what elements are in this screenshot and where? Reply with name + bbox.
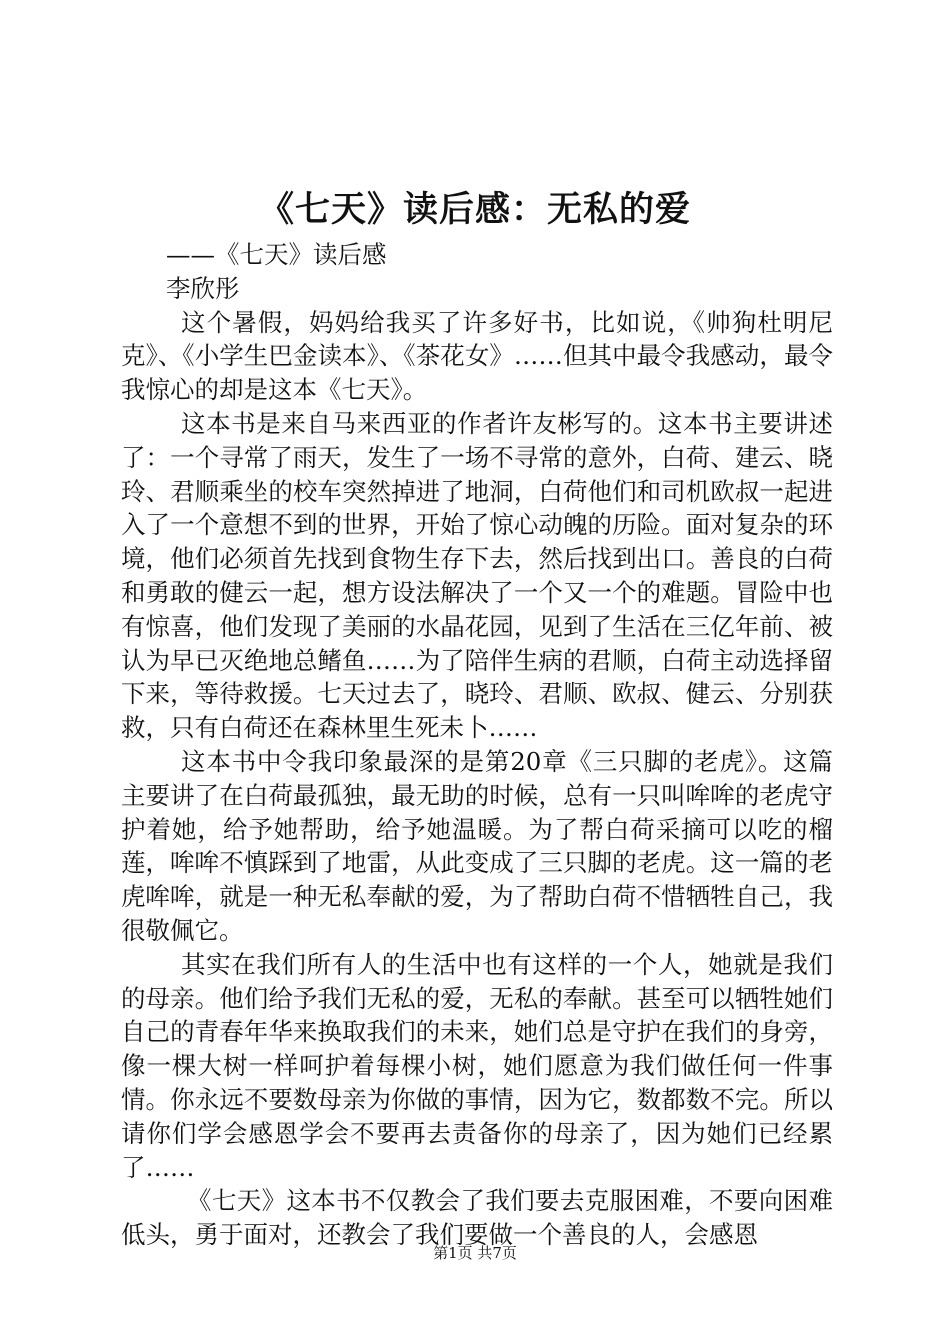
paragraph-1: 这个暑假，妈妈给我买了许多好书，比如说，《帅狗杜明尼克》、《小学生巴金读本》、《茶花女》……但其中最令我感动，最令我惊心的却是这本《七天》。 bbox=[121, 307, 833, 405]
document-body bbox=[121, 238, 833, 1252]
paragraph-2: 这本书是来自马来西亚的作者许友彬写的。这本书主要讲述了：一个寻常了雨天，发生了一场不寻常的意外，白荷、建云、晓玲、君顺乘坐的校车突然掉进了地洞，白荷他们和司机欧叔一起进入了一个意想不到的世界，开始了惊心动魄的历险。面对复杂的环境，他们必须首先找到食物生存下去，然后找到出口。善良的白荷和勇敢的健云一起，想方设法解决了一个又一个的难题。冒险中也有惊喜，他们发现了美丽的水晶花园，见到了生活在三亿年前、被认为早已灭绝地总鳍鱼……为了陪伴生病的君顺，白荷主动选择留下来，等待救援。七天过去了，晓玲、君顺、欧叔、健云、分别获救，只有白荷还在森林里生死未卜…… bbox=[121, 408, 833, 743]
document-subtitle: ——《七天》读后感 bbox=[166, 240, 387, 269]
paragraph-4: 其实在我们所有人的生活中也有这样的一个人，她就是我们的母亲。他们给予我们无私的爱，无私的奉献。甚至可以牺牲她们自己的青春年华来换取我们的未来，她们总是守护在我们的身旁，像一棵大树一样呵护着每棵小树，她们愿意为我们做任何一件事情。你永远不要数母亲为你做的事情，因为它，数都数不完。所以请你们学会感恩学会不要再去责备你的母亲了，因为她们已经累了…… bbox=[121, 949, 833, 1182]
paragraph-3: 这本书中令我印象最深的是第20章《三只脚的老虎》。这篇主要讲了在白荷最孤独，最无助的时候，总有一只叫哞哞的老虎守护着她，给予她帮助，给予她温暖。为了帮白荷采摘可以吃的榴莲，哞哞不慎踩到了地雷，从此变成了三只脚的老虎。这一篇的老虎哞哞，就是一种无私奉献的爱，为了帮助白荷不惜牺牲自己，我很敬佩它。 bbox=[121, 746, 833, 945]
document-author: 李欣彤 bbox=[166, 273, 240, 303]
page-footer: 第1页 共7页 bbox=[433, 1244, 517, 1262]
document-title: 《七天》读后感：无私的爱 bbox=[258, 189, 691, 230]
paragraph-5: 《七天》这本书不仅教会了我们要去克服困难，不要向困难低头，勇于面对，还教会了我们要做一个善良的人，会感恩 bbox=[121, 1186, 833, 1250]
